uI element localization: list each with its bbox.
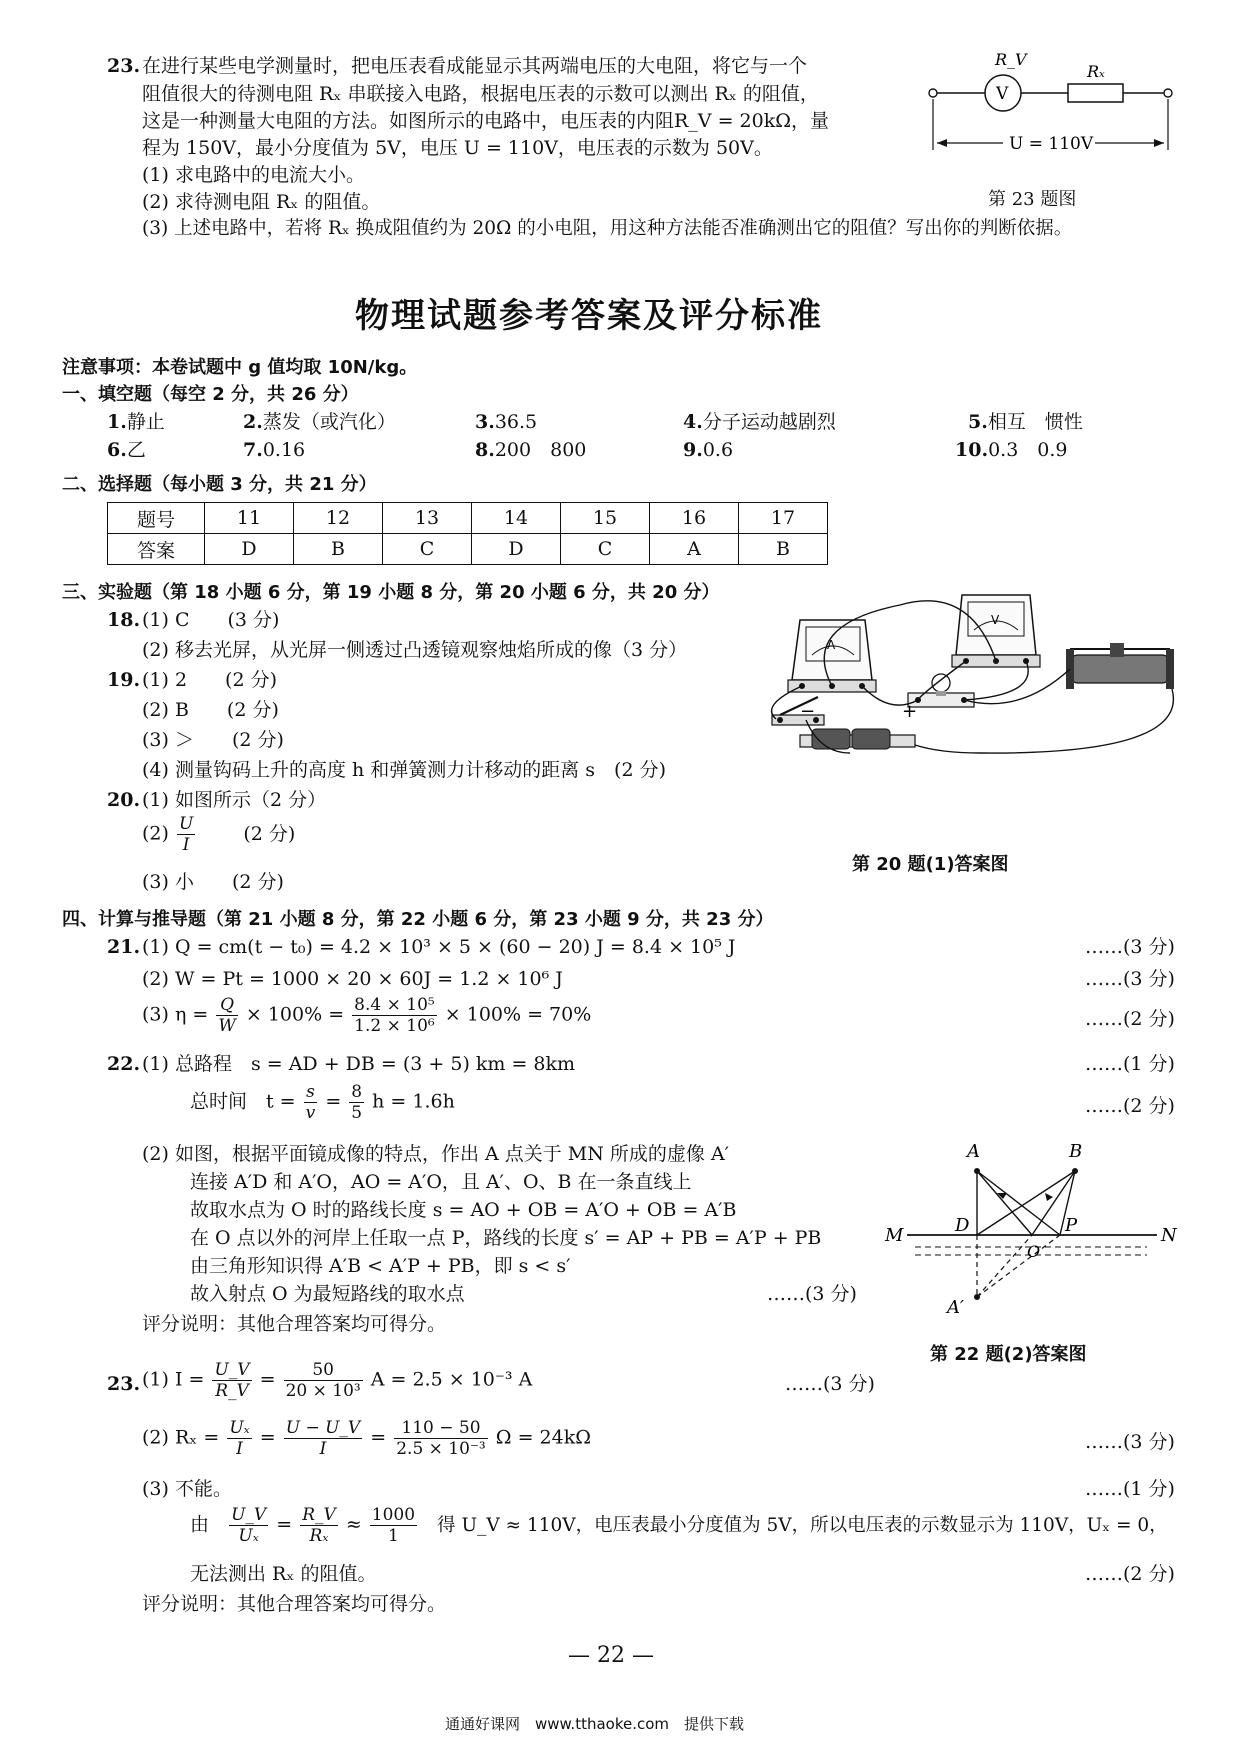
battery-minus-label: − [800,701,816,722]
q23a-answer-3b: 由 $\frac{U\_V}{\text{Uₓ}}$ = $\frac{R\_V}{\text{Rₓ}}$ ≈ $\frac{1000}{1}$ 得 U_V ≈ 110V，电压表最小分度值为 5V，所以电压表的示数显示为 110V，Uₓ = 0， [190,1505,1168,1546]
table-cell: B [739,534,828,565]
q23-circuit-figure [925,45,1185,170]
part1-heading: 一、填空题（每空 2 分，共 26 分） [62,384,359,405]
q20-number: 20. [107,789,141,811]
q19-answer-3: (3) ＞ (2 分) [142,729,284,751]
table-cell: 17 [739,503,828,534]
q19-number: 19. [107,669,141,691]
table-cell: C [561,534,650,565]
q23a-score-3: ……(1 分) [1085,1478,1175,1500]
q22-answer-2d: 在 O 点以外的河岸上任取一点 P，路线的长度 s′ = AP + PB = A′P + PB [190,1227,822,1249]
q22-answer-1b: 总时间 t = $\frac{s}{v}$ = $\frac{8}{5}$ h = 1.6h [190,1082,455,1123]
page-number: — 22 — [568,1643,654,1668]
fig22-label-n: N [1161,1225,1177,1246]
table-cell: 14 [472,503,561,534]
q23-sub1: (1) 求电路中的电流大小。 [142,164,365,186]
q23-grading-note: 评分说明：其他合理答案均可得分。 [142,1593,447,1615]
p1-item-6: 6.乙 [107,439,146,461]
table-cell: A [650,534,739,565]
ammeter-icon [788,620,876,692]
q21-score-1: ……(3 分) [1085,936,1175,958]
q23-fig-voltage-label: U = 110V [1009,134,1094,154]
p1-item-3: 3.36.5 [475,411,538,433]
fig22-label-m: M [885,1225,904,1246]
q20-answer-3: (3) 小 (2 分) [142,871,284,893]
fig22-label-a: A [967,1141,980,1162]
svg-text:A: A [827,638,836,652]
table-cell: B [294,534,383,565]
fig22-label-d: D [955,1215,970,1236]
q22-score-1b: ……(2 分) [1085,1095,1175,1117]
q23-fig-caption: 第 23 题图 [988,189,1077,210]
q21-answer-3: (3) η = $\frac{Q}{W}$ × 100% = $\frac{\text{8.4 × 10⁵}}{\text{1.2 × 10⁶}}$ × 100% = 70% [142,995,592,1036]
q22-fig-caption: 第 22 题(2)答案图 [930,1344,1087,1365]
q22-answer-2b: 连接 A′D 和 A′O，AO = A′O，且 A′、O、B 在一条直线上 [190,1171,692,1193]
q23a-answer-1: (1) I = $\frac{U\_V}{R\_V}$ = $\frac{50}{\text{20 × 10³}}$ A = 2.5 × 10⁻³ A [142,1360,533,1401]
part2-heading: 二、选择题（每小题 3 分，共 21 分） [62,474,377,495]
q20-circuit-figure [740,585,1180,835]
q23-line3: 这是一种测量大电阻的方法。如图所示的电路中，电压表的内阻R_V = 20kΩ，量 [142,110,829,132]
table-header-cell: 答案 [108,534,205,565]
q23-fig-rx-label: Rₓ [1087,62,1105,81]
choice-answer-table [107,502,828,565]
fig22-label-o: O [1027,1242,1041,1261]
p1-item-7: 7.0.16 [243,439,306,461]
p1-item-10: 10.0.3 0.9 [955,439,1068,461]
q22-score-1: ……(1 分) [1085,1053,1175,1075]
q23-sub2: (2) 求待测电阻 Rₓ 的阻值。 [142,191,381,213]
page-title: 物理试题参考答案及评分标准 [355,296,823,336]
table-cell: D [205,534,294,565]
q22-answer-1: (1) 总路程 s = AD + DB = (3 + 5) km = 8km [142,1053,576,1075]
q22-number: 22. [107,1053,141,1075]
table-row-answers [108,534,828,565]
q20-fig-caption: 第 20 题(1)答案图 [852,854,1009,875]
part4-heading: 四、计算与推导题（第 21 小题 8 分，第 22 小题 6 分，第 23 小题 9 分，共 23 分） [62,909,774,930]
fraction-u-over-i: $\frac{U}{I}$ [178,814,194,855]
table-cell: 11 [205,503,294,534]
q20-answer-1: (1) 如图所示（2 分） [142,789,327,811]
q23-line2: 阻值很大的待测电阻 Rₓ 串联接入电路，根据电压表的示数可以测出 Rₓ 的阻值， [142,83,819,105]
table-cell: 15 [561,503,650,534]
table-cell: C [383,534,472,565]
p1-item-1: 1.静止 [107,411,165,433]
q20-answer-2: (2) $\frac{U}{I}$ (2 分) [142,814,296,855]
p1-item-9: 9.0.6 [683,439,734,461]
q21-number: 21. [107,936,141,958]
q23-fig-voltmeter-label: V [996,84,1009,104]
q23a-score-2: ……(3 分) [1085,1431,1175,1453]
rheostat-icon [1066,643,1174,689]
q21-answer-1: (1) Q = cm(t − t₀) = 4.2 × 10³ × 5 × (60 − 20) J = 8.4 × 10⁵ J [142,936,736,958]
p1-item-2: 2.蒸发（或汽化） [243,411,396,433]
q19-answer-4: (4) 测量钩码上升的高度 h 和弹簧测力计移动的距离 s (2 分) [142,759,667,781]
q19-answer-2: (2) B (2 分) [142,699,279,721]
p1-item-4: 4.分子运动越剧烈 [683,411,836,433]
q23a-score-1: ……(3 分) [785,1373,875,1395]
q18-number: 18. [107,609,141,631]
table-row-numbers [108,503,828,534]
table-cell: 12 [294,503,383,534]
fig22-label-p: P [1065,1215,1078,1236]
q23a-score-3c: ……(2 分) [1085,1563,1175,1585]
q21-score-3: ……(2 分) [1085,1008,1175,1030]
q23-sub3: (3) 上述电路中，若将 Rₓ 换成阻值约为 20Ω 的小电阻，用这种方法能否准确测出它的阻值？写出你的判断依据。 [142,218,1073,239]
fig22-label-b: B [1069,1141,1083,1162]
q23a-answer-2: (2) Rₓ = $\frac{\text{Uₓ}}{I}$ = $\frac{U - U\_V}{I}$ = $\frac{110 - 50}{\text{2.5 × 10⁻³}}$ Ω = 24kΩ [142,1418,591,1459]
q21-score-2: ……(3 分) [1085,968,1175,990]
svg-text:V: V [991,613,1000,627]
table-cell: 16 [650,503,739,534]
table-cell: 13 [383,503,472,534]
fig22-label-a-prime: A′ [947,1297,965,1318]
q22-score-2: ……(3 分) [767,1283,857,1305]
q23-fig-rv-label: R_V [995,50,1027,69]
q22-answer-2e: 由三角形知识得 A′B < A′P + PB，即 s < s′ [190,1255,571,1277]
bulb-icon [908,674,974,707]
q22-mirror-figure [885,1135,1185,1335]
p1-item-5: 5.相互 惯性 [968,411,1083,433]
q22-answer-2f: 故入射点 O 为最短路线的取水点 [190,1283,465,1305]
q23a-number: 23. [107,1373,141,1395]
q22-answer-2a: (2) 如图，根据平面镜成像的特点，作出 A 点关于 MN 所成的虚像 A′ [142,1143,729,1165]
footer-source: 通通好课网 www.tthaoke.com 提供下载 [445,1715,745,1733]
table-header-cell: 题号 [108,503,205,534]
voltmeter-icon [952,595,1040,667]
note-line: 注意事项：本卷试题中 g 值均取 10N/kg。 [62,357,418,378]
q18-answer-1: (1) C (3 分) [142,609,280,631]
p1-item-8: 8.200 800 [475,439,587,461]
switch-icon [772,697,824,725]
q22-answer-2c: 故取水点为 O 时的路线长度 s = AO + OB = A′O + OB = A′B [190,1199,737,1221]
q19-answer-1: (1) 2 (2 分) [142,669,277,691]
q22-grading-note: 评分说明：其他合理答案均可得分。 [142,1313,447,1335]
q23-line4: 程为 150V，最小分度值为 5V，电压 U = 110V，电压表的示数为 50V。 [142,137,773,159]
q23a-answer-3c: 无法测出 Rₓ 的阻值。 [190,1563,377,1585]
q18-answer-2: (2) 移去光屏，从光屏一侧透过凸透镜观察烛焰所成的像（3 分） [142,639,688,661]
q23-number: 23. [107,55,141,77]
q23a-answer-3: (3) 不能。 [142,1478,232,1500]
q21-answer-2: (2) W = Pt = 1000 × 20 × 60J = 1.2 × 10⁶ J [142,968,563,990]
part3-heading: 三、实验题（第 18 小题 6 分，第 19 小题 8 分，第 20 小题 6 分，共 20 分） [62,582,720,603]
q23-line1: 在进行某些电学测量时，把电压表看成能显示其两端电压的大电阻，将它与一个 [142,55,808,77]
battery-plus-label: + [902,701,918,722]
table-cell: D [472,534,561,565]
